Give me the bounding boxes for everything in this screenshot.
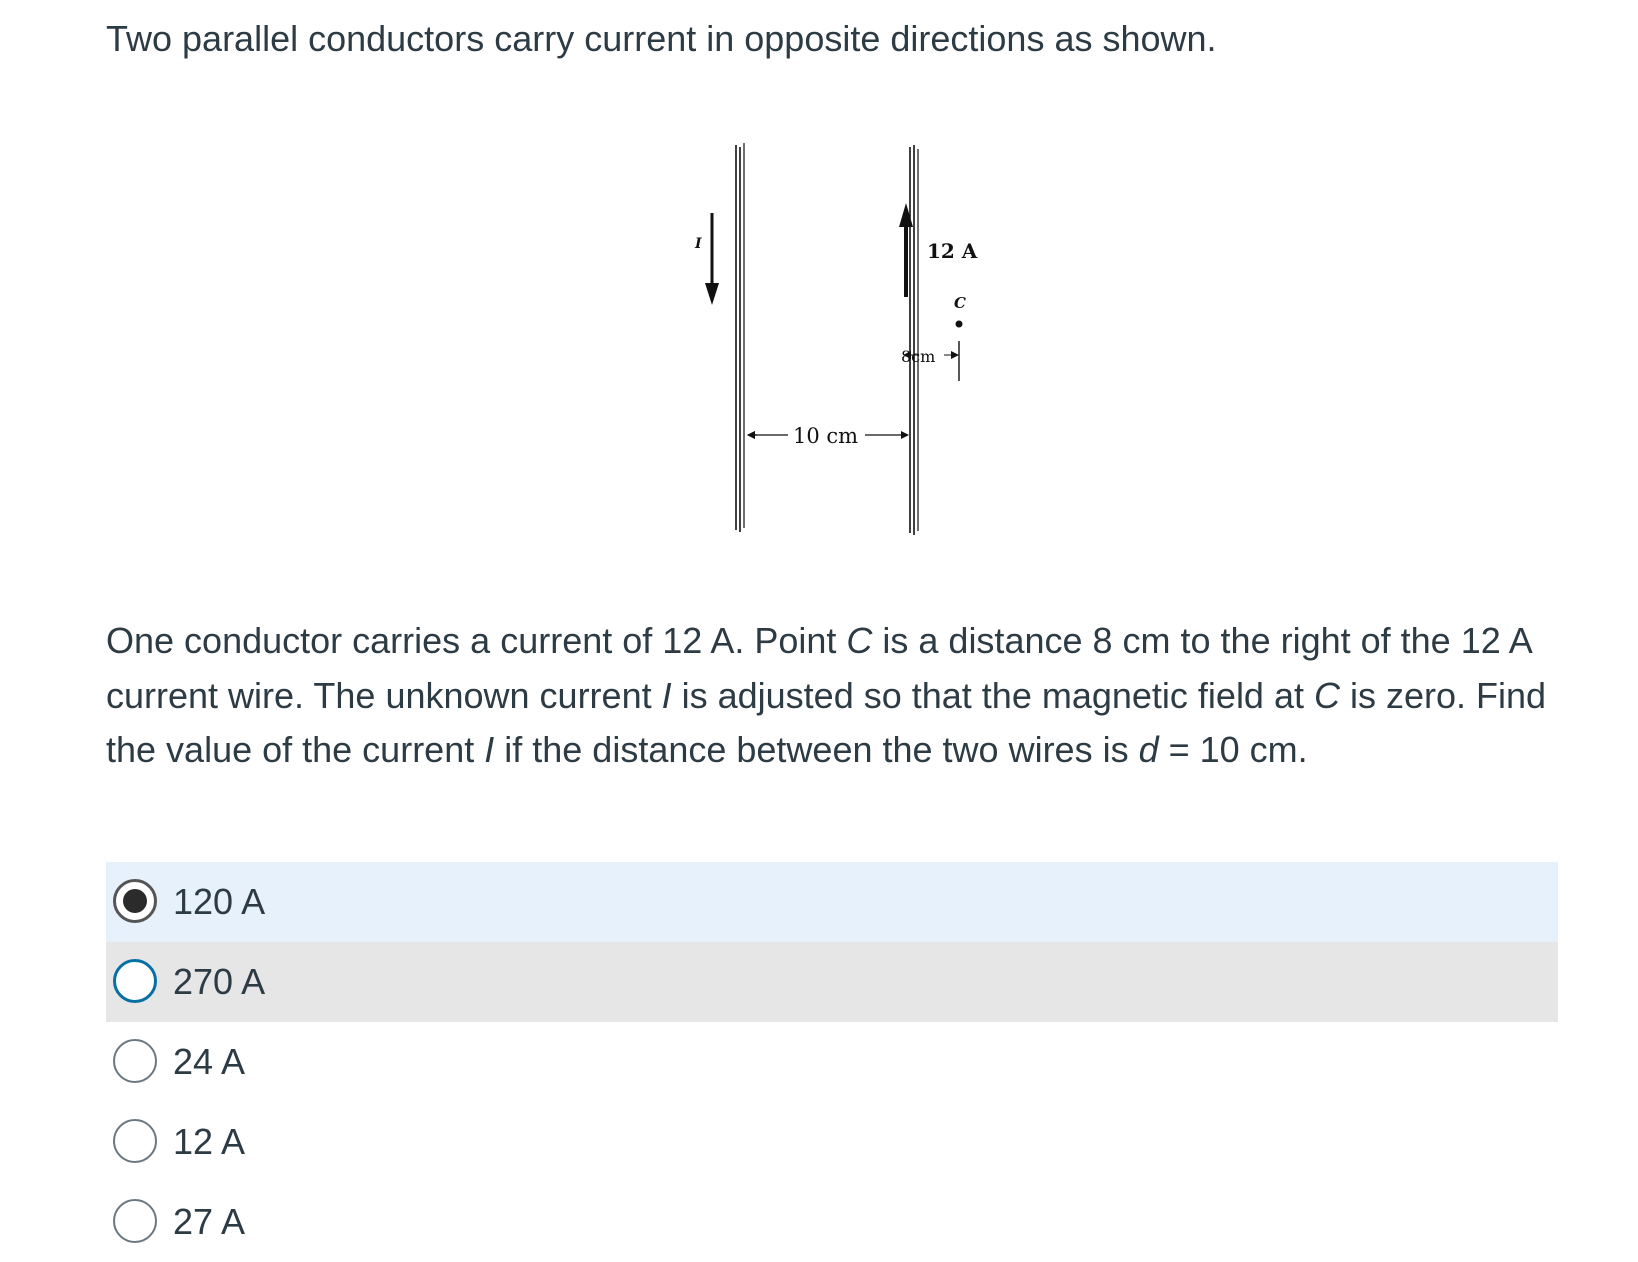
conductors-diagram [660,125,1060,555]
known-current-label: 12 A [927,239,978,263]
answer-label: 12 A [173,1121,246,1162]
radio-icon[interactable] [113,959,157,1003]
radio-icon[interactable] [113,1039,157,1083]
intro-text: Two parallel conductors carry current in opposite directions as shown. [106,18,1217,59]
down-arrow-icon [705,213,719,305]
answer-option-2[interactable] [106,942,1558,1022]
question-text: One conductor carries a current of 12 A. Point C is a distance 8 cm to the right of the 12 A current wire. The unknown current I is adjusted so that the magnetic field at C is zero. Find the value of the current I if the distance between the two wires is d = 10 cm. [106,620,1547,770]
radio-icon[interactable] [113,1199,157,1243]
right-wire [910,145,918,535]
up-arrow-icon [899,203,913,297]
answer-option-3[interactable] [106,1022,1558,1102]
radio-selected-icon[interactable] [113,879,157,923]
answer-label: 270 A [173,961,266,1002]
point-c-dot [956,321,963,328]
answer-label: 120 A [173,881,266,922]
answer-label: 24 A [173,1041,246,1082]
separation-label: 10 cm [793,424,859,448]
conductors-figure [660,125,1060,555]
radio-icon[interactable] [113,1119,157,1163]
answer-label: 27 A [173,1201,246,1242]
answer-option-1[interactable] [106,862,1558,942]
left-wire [736,143,744,532]
point-distance-label: 8cm [901,347,936,366]
answer-option-5[interactable] [106,1182,1558,1262]
point-c-label: C [954,294,966,312]
answer-option-4[interactable] [106,1102,1558,1182]
answer-options [106,862,1558,1262]
unknown-current-label: I [695,236,702,252]
